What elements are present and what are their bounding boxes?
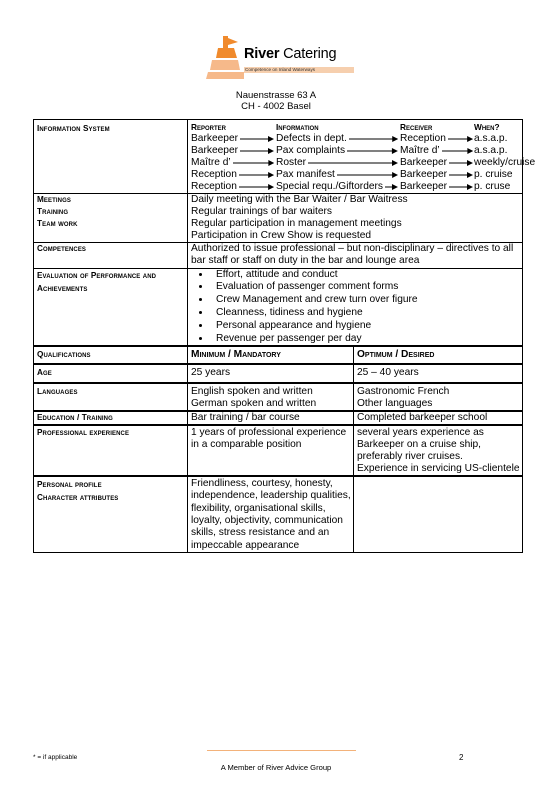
info-reporter: Reception — [191, 169, 237, 180]
arrow-info-to-receiver-icon — [349, 135, 398, 143]
evaluation-item: • Evaluation of passenger comment forms — [211, 281, 520, 294]
header-receiver: Receiver — [400, 122, 433, 132]
col-optimum-header: Optimum / Desired — [354, 346, 523, 364]
info-system-grid — [188, 120, 536, 193]
meeting-line: Regular participation in management meetings — [191, 218, 402, 230]
address-street: Nauenstrasse 63 A — [235, 90, 317, 101]
header-when: When? — [474, 122, 500, 132]
member-note: A Member of River Advice Group — [220, 763, 332, 772]
arrow-reporter-to-info-icon — [239, 183, 274, 191]
qualifications-header-row — [34, 346, 523, 364]
arrow-receiver-to-when-icon — [449, 159, 473, 167]
meetings-content — [188, 194, 523, 243]
qual-row-personal-profile — [34, 476, 523, 552]
meetings-label — [34, 194, 188, 243]
qual-opt-age: 25 – 40 years — [354, 364, 523, 382]
info-receiver: Reception — [400, 133, 446, 144]
arrow-receiver-to-when-icon — [442, 147, 473, 155]
qualifications-label: Qualifications — [34, 346, 188, 364]
qual-min-experience: 1 years of professional experience in a comparable position — [188, 425, 354, 476]
footnote: * = if applicable — [33, 754, 78, 761]
info-receiver: Barkeeper — [400, 169, 448, 180]
qual-row-languages — [34, 383, 523, 411]
footer-divider — [207, 750, 356, 751]
info-reporter: Maître d’ — [191, 157, 231, 168]
header-information: Information — [276, 122, 319, 132]
meeting-line: Participation in Crew Show is requested — [191, 230, 372, 242]
info-system-label: Information System — [34, 120, 188, 194]
evaluation-label: Evaluation of Performance and Achievements — [34, 268, 188, 346]
info-when: a.s.a.p. — [474, 145, 508, 156]
info-reporter: Reception — [191, 181, 237, 192]
meeting-line: Regular trainings of bar waiters — [191, 206, 332, 218]
label-meetings: Meetings — [37, 195, 71, 204]
evaluation-item: • Revenue per passenger per day — [211, 333, 520, 346]
info-when: a.s.a.p. — [474, 133, 508, 144]
evaluation-content — [188, 268, 523, 346]
arrow-info-to-receiver-icon — [347, 147, 398, 155]
address-city: CH - 4002 Basel — [241, 101, 311, 112]
arrow-receiver-to-when-icon — [449, 183, 473, 191]
qual-row-experience — [34, 425, 523, 476]
address — [0, 90, 552, 112]
evaluation-list — [191, 269, 520, 346]
col-minimum-header: Minimum / Mandatory — [188, 346, 354, 364]
info-reporter: Barkeeper — [191, 145, 239, 156]
arrow-reporter-to-info-icon — [240, 147, 274, 155]
evaluation-item: • Effort, attitude and conduct — [211, 269, 520, 282]
brand-tagline: Competence on Inland Waterways — [245, 67, 316, 72]
info-receiver: Barkeeper — [400, 157, 448, 168]
company-logo — [204, 34, 354, 84]
qual-row-education — [34, 411, 523, 425]
qual-min-languages: English spoken and written German spoken and written — [188, 383, 354, 411]
page-number: 2 — [459, 753, 464, 762]
label-team-work: Team work — [37, 219, 78, 229]
info-reporter: Barkeeper — [191, 133, 239, 144]
info-when: p. cruse — [474, 181, 511, 192]
arrow-info-to-receiver-icon — [337, 171, 398, 179]
meeting-line: Daily meeting with the Bar Waiter / Bar Waitress — [191, 194, 408, 205]
brand-bold: River — [244, 46, 280, 62]
info-when: p. cruise — [474, 169, 513, 180]
label-training: Training — [37, 207, 69, 217]
arrow-info-to-receiver-icon — [308, 159, 398, 167]
info-information: Pax complaints — [276, 145, 346, 156]
brand-light: Catering — [279, 46, 337, 62]
qual-label-education: Education / Training — [34, 411, 188, 425]
competences-row — [34, 243, 523, 268]
info-information: Special requ./Giftorders — [276, 181, 384, 192]
info-receiver: Barkeeper — [400, 181, 448, 192]
evaluation-item: • Crew Management and crew turn over figure — [211, 294, 520, 307]
info-system-cell — [188, 120, 536, 194]
meetings-row — [34, 194, 523, 243]
info-system-row — [34, 120, 523, 194]
qual-min-education: Bar training / bar course — [188, 411, 354, 425]
qual-min-personal: Friendliness, courtesy, honesty, independence, leadership qualities, flexibility, organisational skills, loyalty, objectivity, communication skills, stress resistance and an impeccable appearance — [188, 476, 354, 552]
ship-logo-icon — [204, 34, 246, 80]
evaluation-row — [34, 268, 523, 346]
competences-text: Authorized to issue professional – but non-disciplinary – directives to all bar staff or staff on duty in the bar and lounge area — [188, 243, 523, 268]
brand-name — [244, 46, 336, 62]
info-information: Defects in dept. — [276, 133, 347, 144]
header-reporter: Reporter — [191, 122, 226, 132]
info-receiver: Maître d’ — [400, 145, 440, 156]
qual-opt-education: Completed barkeeper school — [354, 411, 523, 425]
qual-opt-languages: Gastronomic French Other languages — [354, 383, 523, 411]
evaluation-item: • Personal appearance and hygiene — [211, 320, 520, 333]
arrow-reporter-to-info-icon — [233, 159, 274, 167]
info-information: Roster — [276, 157, 307, 168]
arrow-reporter-to-info-icon — [240, 135, 274, 143]
info-information: Pax manifest — [276, 169, 335, 180]
arrow-reporter-to-info-icon — [239, 171, 274, 179]
qual-label-languages: Languages — [34, 383, 188, 411]
qual-row-age — [34, 364, 523, 382]
qual-label-personal: Personal profile Character attributes — [34, 476, 188, 552]
arrow-receiver-to-when-icon — [448, 135, 473, 143]
arrow-info-to-receiver-icon — [385, 183, 398, 191]
job-description-table — [33, 119, 536, 553]
qual-label-experience: Professional experience — [34, 425, 188, 476]
info-when: weekly/cruise — [474, 157, 536, 168]
arrow-receiver-to-when-icon — [449, 171, 473, 179]
competences-label: Competences — [34, 243, 188, 268]
qual-min-age: 25 years — [188, 364, 354, 382]
qual-opt-experience: several years experience as Barkeeper on a cruise ship, preferably river cruises. Experience in servicing US-clientele — [354, 425, 523, 476]
qual-label-age: Age — [34, 364, 188, 382]
evaluation-item: • Cleanness, tidiness and hygiene — [211, 307, 520, 320]
qual-opt-personal — [354, 476, 523, 552]
